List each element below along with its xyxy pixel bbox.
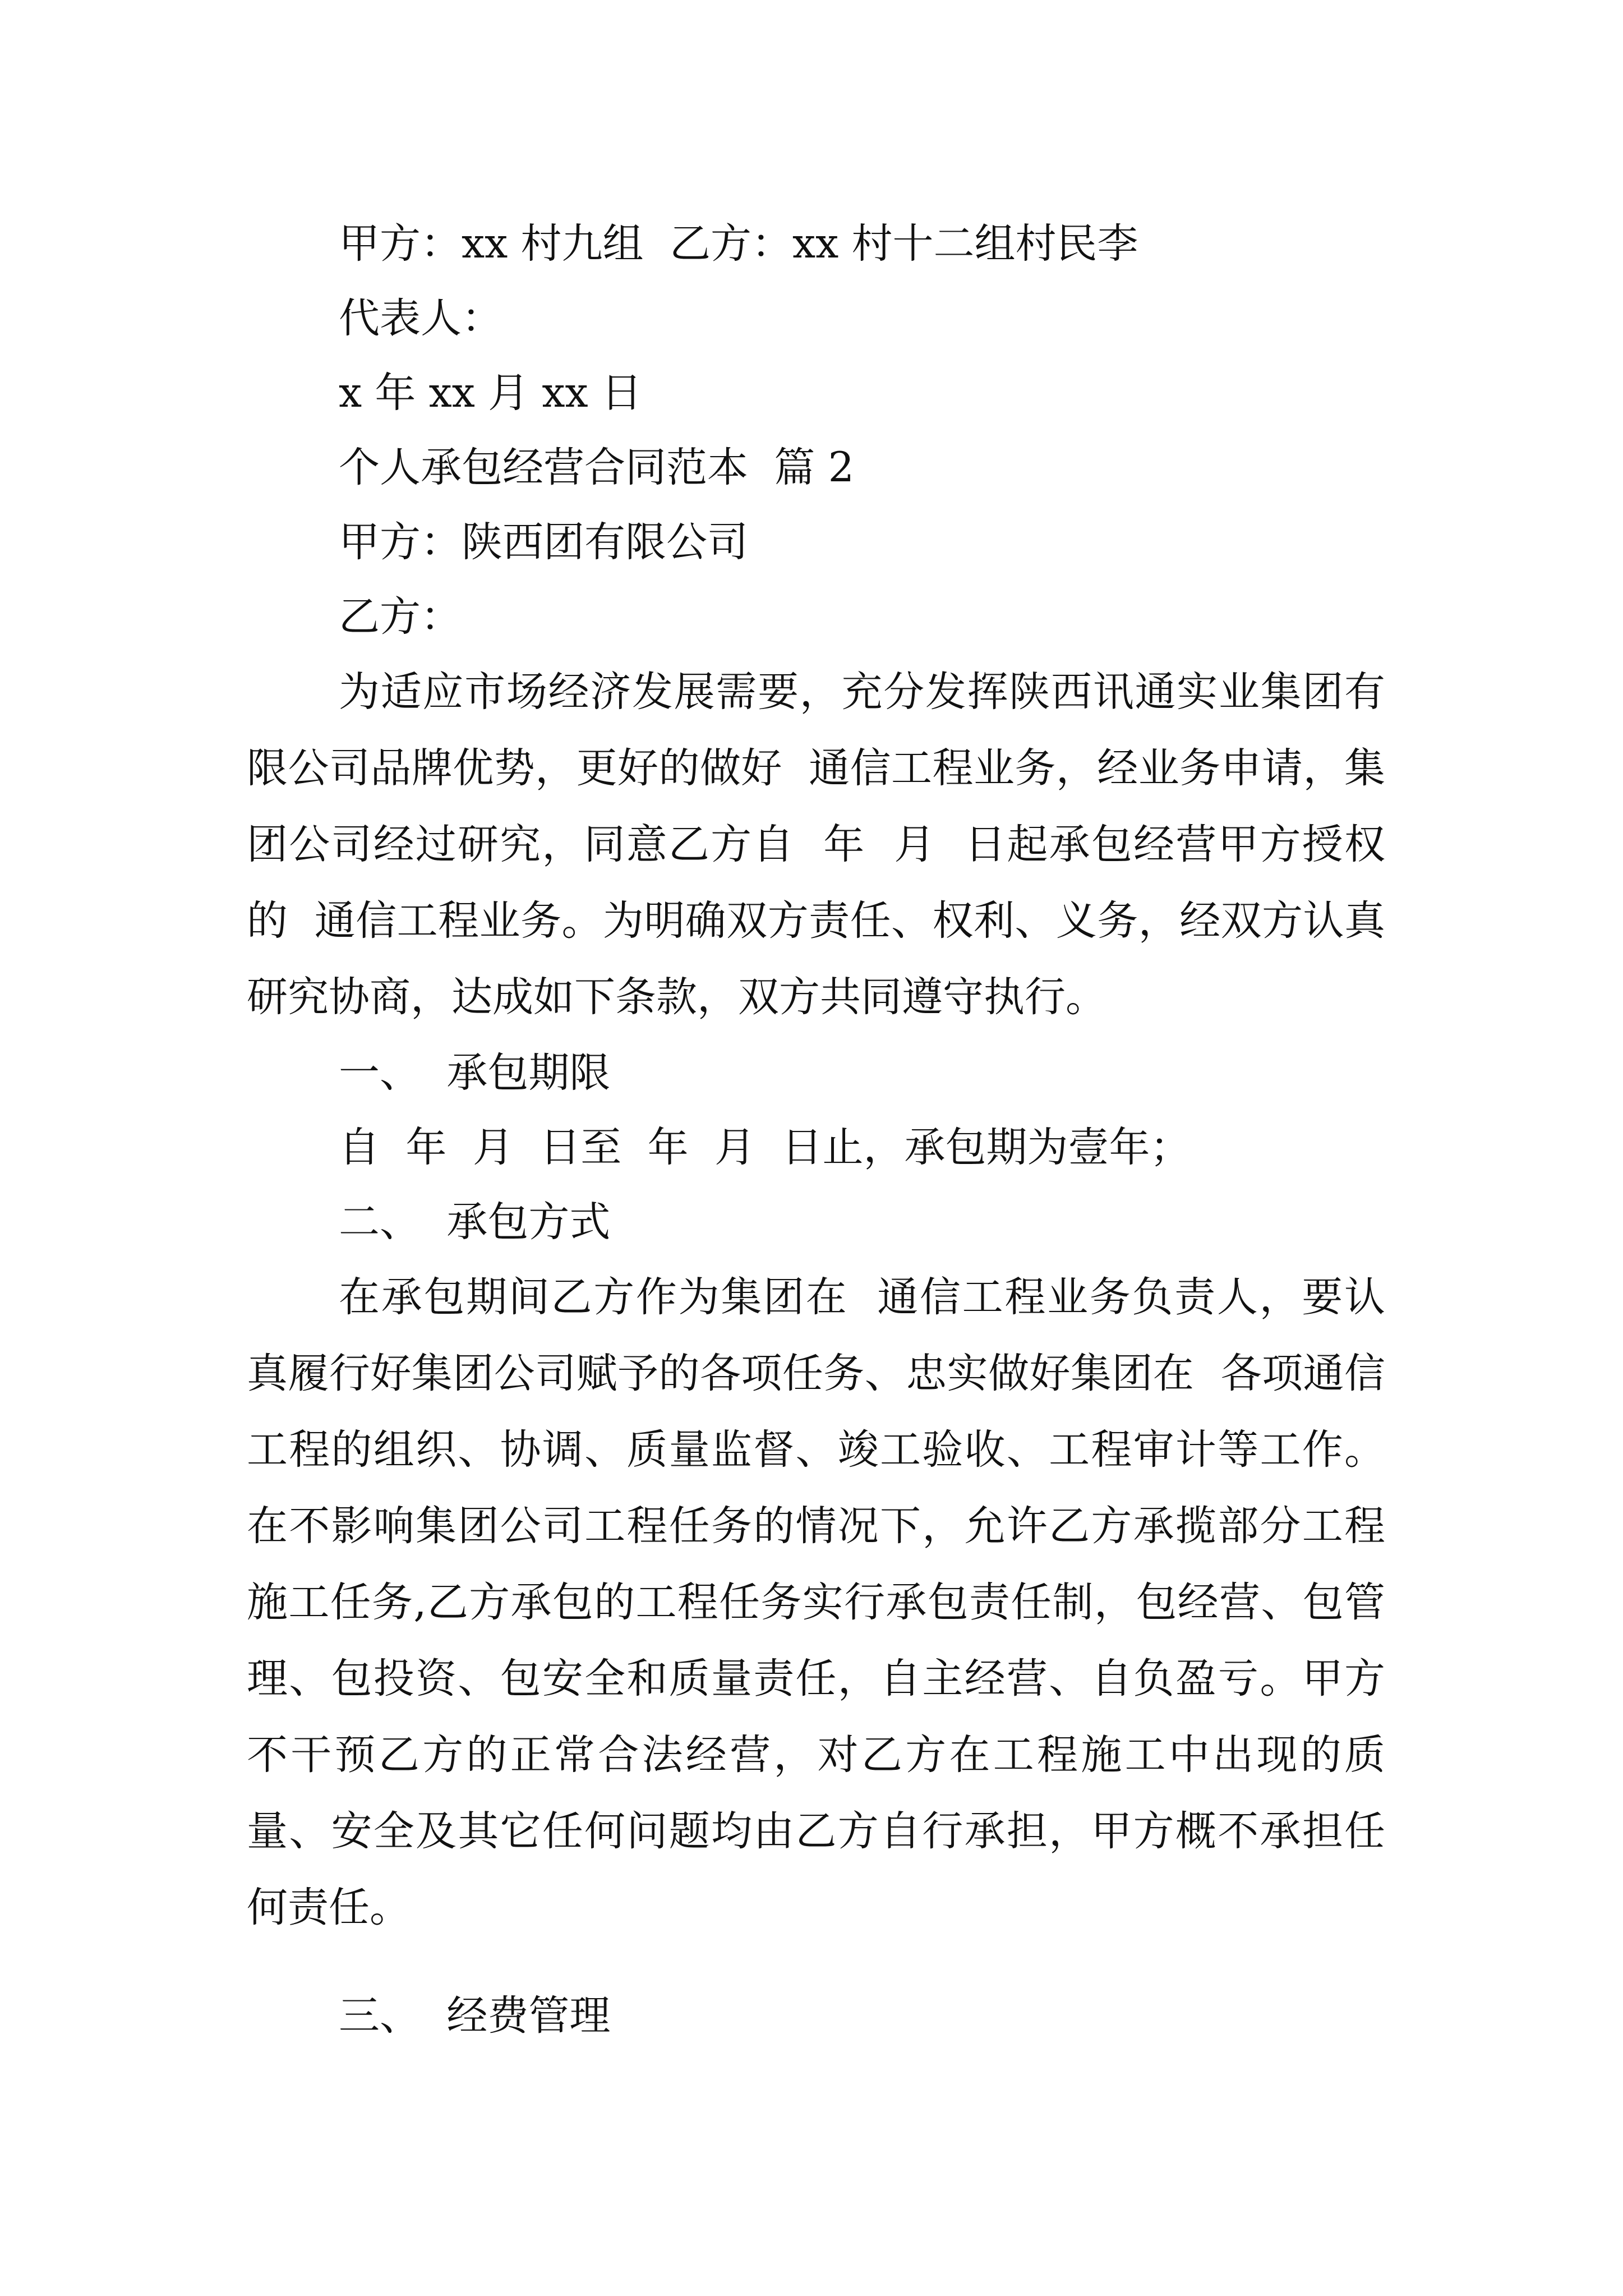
section-heading-1: 一、 承包期限 bbox=[339, 1049, 611, 1097]
date-line: x 年 xx 月 xx 日 bbox=[339, 369, 642, 417]
party-a-b-line: 甲方：xx 村九组 乙方：xx 村十二组村民李 bbox=[339, 220, 1138, 268]
preamble-paragraph: 为适应市场经济发展需要，充分发挥陕西讯通实业集团有限公司品牌优势，更好的做好 通信工程业务，经业务申请，集团公司经过研究，同意乙方自 年 月 日起承包经营甲方授权的 通信工程业务。为明确双方责任、权利、义务，经双方认真研究协商，达成如下条款，双方共同遵守执行。 bbox=[247, 668, 1385, 1021]
representative-line: 代表人： bbox=[339, 295, 502, 342]
contract-title: 个人承包经营合同范本 篇 2 bbox=[339, 444, 855, 491]
document-body bbox=[247, 206, 1385, 2053]
term-paragraph: 自 年 月 日至 年 月 日止，承包期为壹年； bbox=[339, 1124, 1191, 1171]
party-a-line: 甲方：陕西团有限公司 bbox=[339, 518, 748, 566]
section-heading-2: 二、 承包方式 bbox=[339, 1198, 611, 1246]
party-b-line: 乙方： bbox=[339, 593, 462, 641]
section-heading-3: 三、 经费管理 bbox=[339, 1992, 611, 2040]
method-paragraph: 在承包期间乙方作为集团在 通信工程业务负责人，要认真履行好集团公司赋予的各项任务、忠实做好集团在 各项通信工程的组织、协调、质量监督、竣工验收、工程审计等工作。在不影响集团公司工程任务的情况下，允许乙方承揽部分工程施工任务,乙方承包的工程任务实行承包责任制，包经营、包管理、包投资、包安全和质量责任，自主经营、自负盈亏。甲方不干预乙方的正常合法经营，对乙方在工程施工中出现的质量、安全及其它任何问题均由乙方自行承担，甲方概不承担任何责任。 bbox=[247, 1273, 1385, 1931]
